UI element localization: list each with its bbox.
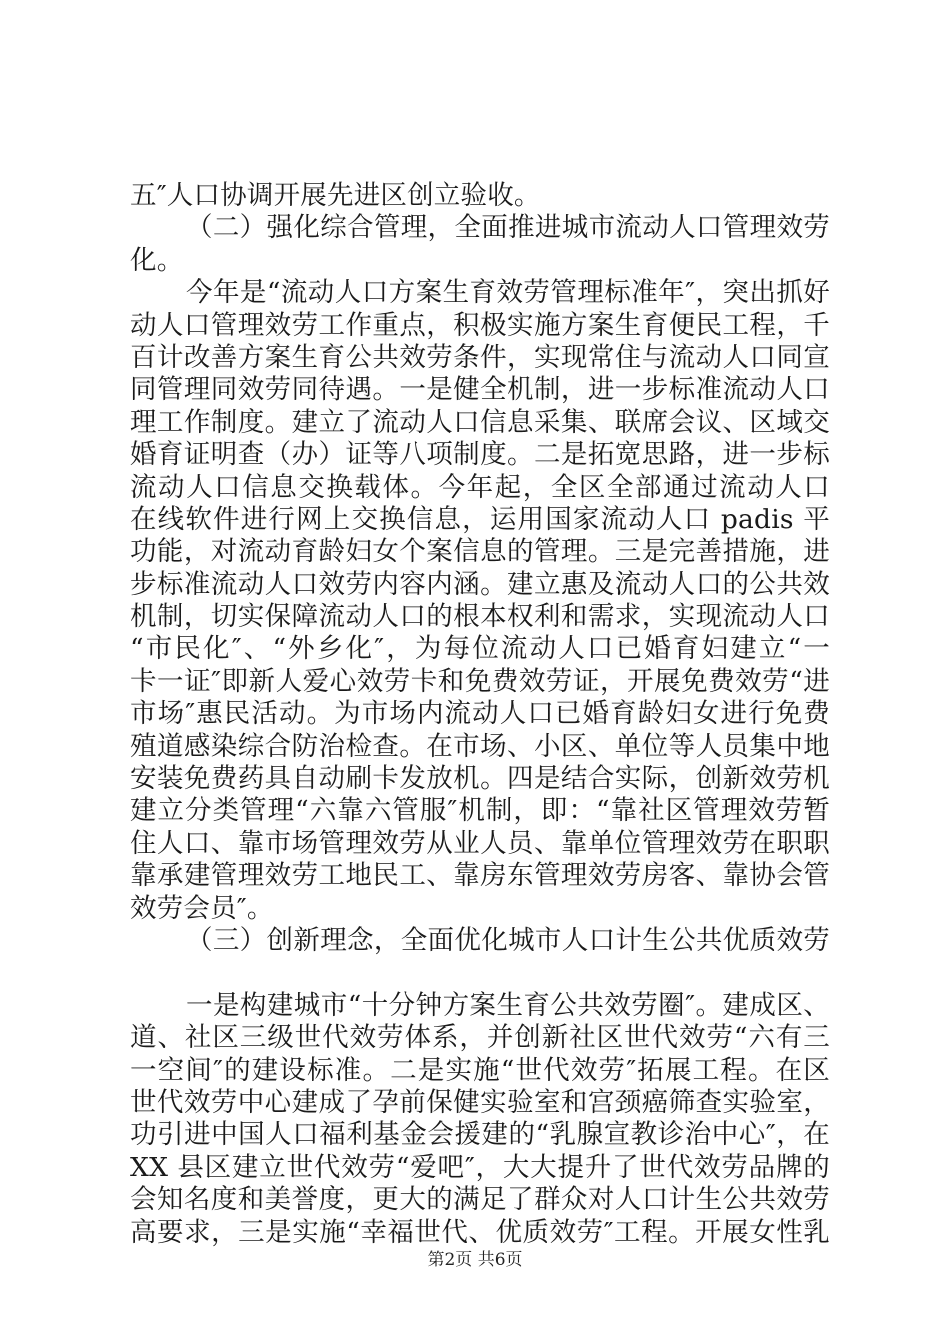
text-line: 流动人口信息交换载体。今年起，全区全部通过流动人口 xyxy=(130,471,830,503)
text-line: 住人口、靠市场管理效劳从业人员、靠单位管理效劳在职职 xyxy=(130,827,830,859)
text-line: 化。 xyxy=(130,244,184,276)
text-line: 市场″惠民活动。为市场内流动人口已婚育龄妇女进行免费 xyxy=(130,698,830,730)
text-line: （二）强化综合管理，全面推进城市流动人口管理效劳 xyxy=(186,212,830,244)
text-line: 步标准流动人口效劳内容内涵。建立惠及流动人口的公共效 xyxy=(130,568,830,600)
text-line: 理工作制度。建立了流动人口信息采集、联席会议、区域交 xyxy=(130,406,830,438)
text-line: 功能，对流动育龄妇女个案信息的管理。三是完善措施，进 xyxy=(130,536,830,568)
page-footer xyxy=(0,1245,950,1270)
text-line: 婚育证明查（办）证等八项制度。二是拓宽思路，进一步标 xyxy=(130,439,830,471)
text-line: 机制，切实保障流动人口的根本权利和需求，实现流动人口 xyxy=(130,601,830,633)
text-line: 靠承建管理效劳工地民工、靠房东管理效劳房客、靠协会管 xyxy=(130,860,830,892)
text-line: 动人口管理效劳工作重点，积极实施方案生育便民工程，千 xyxy=(130,309,830,341)
text-line: 卡一证″即新人爱心效劳卡和免费效劳证，开展免费效劳“进 xyxy=(130,665,830,697)
text-line: 高要求，三是实施“幸福世代、优质效劳″工程。开展女性乳 xyxy=(130,1216,830,1248)
blank-line xyxy=(130,957,830,989)
text-line: “市民化″、“外乡化″，为每位流动人口已婚育妇建立“一 xyxy=(130,633,830,665)
text-line: 同管理同效劳同待遇。一是健全机制，进一步标准流动人口 xyxy=(130,374,830,406)
text-line: 功引进中国人口福利基金会援建的“乳腺宣教诊治中心″，在 xyxy=(130,1119,830,1151)
text-line: 一是构建城市“十分钟方案生育公共效劳圈″。建成区、 xyxy=(186,989,830,1021)
text-line: 殖道感染综合防治检查。在市场、小区、单位等人员集中地 xyxy=(130,730,830,762)
text-line: 百计改善方案生育公共效劳条件，实现常住与流动人口同宣 xyxy=(130,341,830,373)
text-line: 一空间″的建设标准。二是实施“世代效劳″拓展工程。在区 xyxy=(130,1054,830,1086)
text-line: 道、社区三级世代效劳体系，并创新社区世代效劳“六有三 xyxy=(130,1022,830,1054)
text-line: 在线软件进行网上交换信息，运用国家流动人口 padis 平 xyxy=(130,503,830,535)
text-line: 今年是“流动人口方案生育效劳管理标准年″，突出抓好 xyxy=(186,277,830,309)
text-line: 效劳会员″。 xyxy=(130,892,274,924)
text-line: 建立分类管理“六靠六管服″机制，即：“靠社区管理效劳暂 xyxy=(130,795,830,827)
text-line: 会知名度和美誉度，更大的满足了群众对人口计生公共效劳 xyxy=(130,1184,830,1216)
document-body xyxy=(130,180,830,1249)
text-line: XX 县区建立世代效劳“爱吧″，大大提升了世代效劳品牌的 xyxy=(130,1151,830,1183)
text-line: 五″人口协调开展先进区创立验收。 xyxy=(130,180,541,211)
text-line: 世代效劳中心建成了孕前保健实验室和宫颈癌筛查实验室， xyxy=(130,1086,830,1118)
text-line: （三）创新理念，全面优化城市人口计生公共优质效劳 xyxy=(186,924,830,956)
text-line: 安装免费药具自动刷卡发放机。四是结合实际，创新效劳机 xyxy=(130,763,830,795)
page-number: 第2页 共6页 xyxy=(427,1250,523,1270)
